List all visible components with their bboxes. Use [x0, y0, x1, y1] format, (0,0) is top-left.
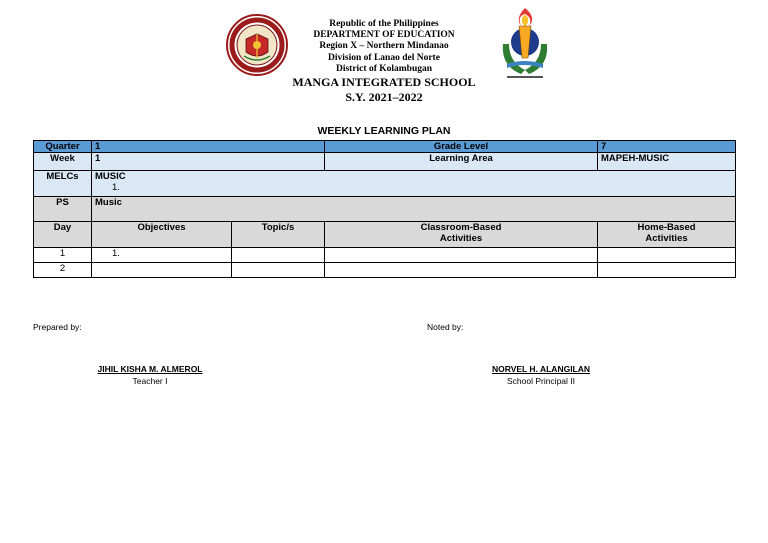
header-department: DEPARTMENT OF EDUCATION	[313, 30, 455, 41]
table-row	[34, 222, 736, 248]
table-row	[34, 263, 736, 278]
day-cell: 2	[34, 263, 92, 278]
learning-area-value: MAPEH-MUSIC	[598, 153, 736, 171]
col-objectives: Objectives	[92, 222, 232, 248]
header-region: Region X – Northern Mindanao	[319, 41, 449, 52]
table-row	[34, 248, 736, 263]
noted-by-label: Noted by:	[427, 322, 464, 332]
day-cell: 1	[34, 248, 92, 263]
table-row	[34, 153, 736, 171]
grade-level-label: Grade Level	[325, 141, 598, 153]
table-row	[34, 171, 736, 197]
ps-value: Music	[92, 197, 736, 222]
col-classroom-activities	[325, 222, 598, 248]
melcs-value: MUSIC	[95, 171, 126, 182]
division-logo-icon	[493, 4, 557, 84]
home-activity-cell	[598, 248, 736, 263]
objective-cell: 1.	[92, 248, 232, 263]
header-republic: Republic of the Philippines	[329, 19, 439, 29]
topic-cell	[232, 263, 325, 278]
classroom-activity-cell	[325, 263, 598, 278]
learning-area-label: Learning Area	[325, 153, 598, 171]
quarter-value: 1	[92, 141, 325, 153]
week-value: 1	[92, 153, 325, 171]
col-classroom-line2: Activities	[439, 233, 483, 244]
melcs-cell	[92, 171, 736, 197]
noter-name: NORVEL H. ALANGILAN	[491, 364, 591, 374]
table-row	[34, 197, 736, 222]
topic-cell	[232, 248, 325, 263]
quarter-label: Quarter	[34, 141, 92, 153]
home-activity-cell	[598, 263, 736, 278]
melcs-item: 1.	[112, 182, 120, 193]
classroom-activity-cell	[325, 248, 598, 263]
school-header	[284, 19, 484, 105]
header-school-year: S.Y. 2021–2022	[345, 90, 423, 105]
weekly-plan-table	[33, 140, 736, 278]
ps-label: PS	[34, 197, 92, 222]
header-district: District of Kolambugan	[335, 63, 433, 74]
melcs-label: MELCs	[34, 171, 92, 197]
col-topics: Topic/s	[232, 222, 325, 248]
prepared-by-label: Prepared by:	[33, 322, 82, 332]
col-classroom-line1: Classroom-Based	[420, 222, 502, 233]
col-home-line1: Home-Based	[637, 222, 696, 233]
preparer-name: JIHIL KISHA M. ALMEROL	[97, 364, 203, 374]
header-division: Division of Lanao del Norte	[328, 52, 440, 63]
col-day: Day	[34, 222, 92, 248]
grade-level-value: 7	[598, 141, 736, 153]
plan-title: WEEKLY LEARNING PLAN	[317, 125, 451, 137]
col-home-line2: Activities	[645, 233, 688, 244]
col-home-activities	[598, 222, 736, 248]
header-school-name: MANGA INTEGRATED SCHOOL	[292, 75, 476, 90]
week-label: Week	[34, 153, 92, 171]
table-row	[34, 141, 736, 153]
preparer-role: Teacher I	[132, 376, 168, 386]
noter-role: School Principal II	[506, 376, 576, 386]
objective-cell	[92, 263, 232, 278]
deped-seal-icon	[226, 14, 288, 76]
